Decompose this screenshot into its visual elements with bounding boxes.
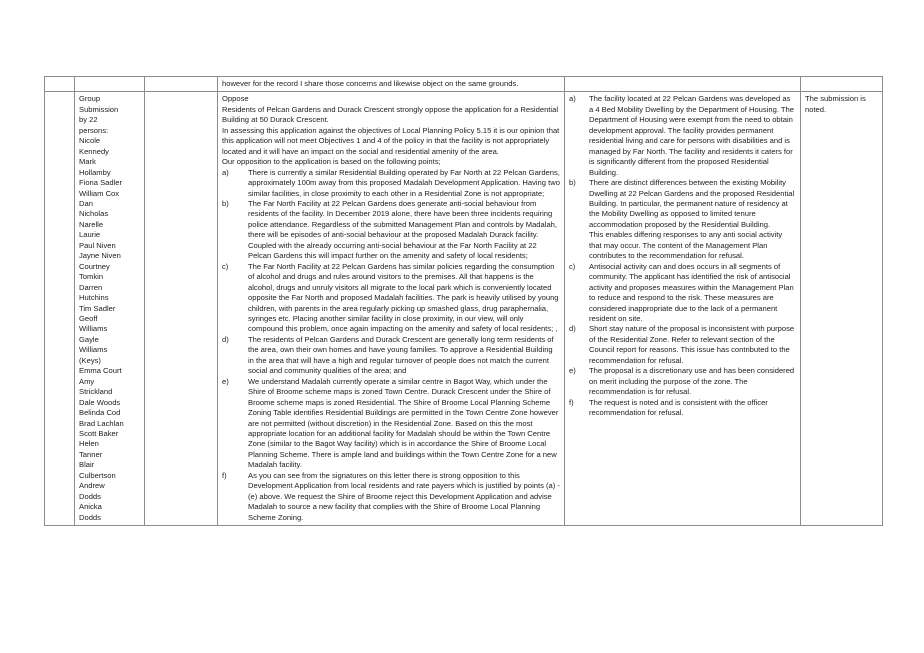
officer-response-point: [569, 398, 796, 419]
submitter-name: Culbertson: [79, 470, 116, 480]
submission-intro-paragraphs: [222, 105, 560, 168]
submitter-name: Dale Woods: [79, 397, 121, 407]
submitter-name: Nicholas: [79, 209, 109, 219]
cell-officer-response: [565, 92, 801, 526]
list-text: We understand Madalah currently operate a similar centre in Bagot Way, which under the Shire of Broome scheme maps is zoned Town Centre. Durack Crescent under the Shire of Broome scheme maps is zoned Residential. The Shire of Broome Local Planning Scheme Zoning Table identifies Residential Buildings are permitted in the Town Centre Zone however are not permitted (without discretion) in the Residential Zone. Based on this the most appropriate location for an additional facility for Madalah should be within the Town Centre Zone (similar to the Bagot Way facility) which is in accordance the Shire of Broome Local Planning Scheme. There is ample land and buildings within the Town Centre Zone for a new Madalah facility.: [248, 376, 559, 470]
submitter-name: Amy: [79, 376, 95, 386]
submitter-name: Kennedy: [79, 146, 109, 156]
cell-number: [45, 92, 75, 526]
officer-response-paragraph: The request is noted and is consistent with the officer recommendation for refusal.: [589, 397, 768, 418]
submitter-name: Group: [79, 94, 101, 104]
submitter-name: William Cox: [79, 188, 120, 198]
submitter-name: Anicka: [79, 502, 102, 512]
list-marker: c): [569, 261, 576, 271]
officer-response-paragraph: Short stay nature of the proposal is inconsistent with purpose of the Residential Zone. Refer to relevant section of the Council report for reasons. This issue has contributed to the recommendation for refusal.: [589, 324, 795, 365]
officer-response-point: [569, 366, 796, 397]
list-text: [589, 324, 796, 366]
submission-point: [222, 335, 560, 377]
list-marker: d): [569, 324, 576, 334]
submission-points-list: [222, 168, 560, 523]
submitter-name: Nicole: [79, 136, 101, 146]
list-marker: e): [569, 366, 576, 376]
cell-submission-continuation: [218, 77, 565, 92]
submitter-name: (Keys): [79, 355, 101, 365]
submitter-name: Helen: [79, 439, 99, 449]
submitter-name: Williams: [79, 324, 108, 334]
list-text: The Far North Facility at 22 Pelcan Gardens does generate anti-social behaviour from residents of the facility. In December 2019 alone, there have been three incidents requiring police attendance. Regardless of the submitted Management Plan and controls by Madalah, there will be episodes of anti-social behaviour at the proposed Madalah Durack facility. Coupled with the already occurring anti-social behaviour at the Far North Facility at 22 Pelcan Gardens this will impact further on the amenity and safety of local residents;: [248, 198, 558, 261]
list-text: As you can see from the signatures on this letter there is strong opposition to this Development Application from local residents and rate payers which is justified by points (a) - (e) above. We request the Shire of Broome reject this Development Application and advise Madalah to source a new facility that complies with the Shire of Broome Local Planning Scheme Zoning.: [248, 470, 560, 522]
officer-response-paragraph: Antisocial activity can and does occurs in all segments of community. The applicant has identified the risk of antisocial activity and proposes measures within the Management Plan to reduce and respond to the risk. These measures are considered inappropriate due to the lack of a permanent resident on site.: [589, 261, 794, 323]
cell-number: [45, 77, 75, 92]
officer-response-list: [569, 94, 796, 418]
submission-point: [222, 471, 560, 523]
officer-response-point: [569, 178, 796, 262]
submitter-name: Paul Niven: [79, 240, 116, 250]
cell-submitter: [75, 92, 145, 526]
list-marker: d): [222, 334, 229, 344]
submitter-name: Narelle: [79, 219, 104, 229]
list-marker: e): [222, 376, 229, 386]
list-text: The Far North Facility at 22 Pelcan Gardens has similar policies regarding the consumption of alcohol and drugs and rules around visitors to the premises. All that happens is the alcohol, drugs and unruly visitors all migrate to the local park which is conveniently located opposite the Far North and proposed Madalah facilities. The park is heavily utilised by young children, with parents in the area regularly picking up smashed glass, drug paraphernalia, syringes etc. Placing another similar facility in close proximity, in our view, will only compound this problem, once again impacting on the amenity and safety of local residents; ,: [248, 261, 559, 334]
cell-submitter: [75, 77, 145, 92]
submitter-name: Fiona Sadler: [79, 178, 123, 188]
submitter-name: Dodds: [79, 512, 101, 522]
submission-paragraph: In assessing this application against the objectives of Local Planning Policy 5.15 it is our opinion that this application will not meet Objectives 1 and 4 of the policy in that the facility is not appropriately located and it will have an impact on the social and residential amenity of the area.: [222, 125, 560, 156]
submitter-name: Hutchins: [79, 293, 109, 303]
cell-submission: [218, 92, 565, 526]
submitter-name: by 22: [79, 115, 98, 125]
officer-response-paragraph: There are distinct differences between the existing Mobility Dwelling at 22 Pelcan Gardens and the proposed Residential Building. In particular, the permanent nature of residency at the Mobility Dwelling as opposed to limited tenure accommodation proposed by the Residential Building.: [589, 178, 795, 229]
recommendation-text: The submission is noted.: [805, 94, 866, 114]
submission-paragraph: Our opposition to the application is based on the following points;: [222, 157, 441, 167]
submitter-name: Hollamby: [79, 167, 111, 177]
officer-response-point: [569, 324, 796, 366]
list-text: [589, 262, 796, 325]
list-text: [589, 94, 796, 178]
submitter-name: Darren: [79, 282, 103, 292]
submission-point: [222, 377, 560, 471]
submitter-name-list: [79, 94, 140, 523]
list-text: The residents of Pelcan Gardens and Durack Crescent are generally long term residents of the area, own their own homes and have young families. To approve a Residential Building in the area that will have a high and regular turnover of people does not match the current social and community qualities of the area; and: [248, 334, 554, 376]
submitter-name: Dodds: [79, 491, 101, 501]
submitter-name: persons:: [79, 125, 109, 135]
submitter-name: Gayle: [79, 334, 99, 344]
officer-response-paragraph: The facility located at 22 Pelcan Gardens was developed as a 4 Bed Mobility Dwelling by the Department of Housing. The Department of Housing were exempt from the need to obtain development approval. The facility provides permanent residential living and care for persons with disabilities and is managed by Far North. The facility and residents it caters for is significantly different from the proposed Residential Building.: [589, 94, 794, 177]
submitter-name: Emma Court: [79, 366, 122, 376]
list-text: [589, 398, 796, 419]
list-text: [589, 178, 796, 262]
cell-blank: [145, 92, 218, 526]
officer-response-paragraph: The proposal is a discretionary use and has been considered on merit including the purpose of the zone. The recommendation is for refusal.: [589, 366, 795, 397]
list-text: [589, 366, 796, 397]
submitter-name: Brad Lachlan: [79, 418, 124, 428]
list-marker: f): [222, 470, 227, 480]
list-marker: a): [569, 94, 576, 104]
submitter-name: Geoff: [79, 313, 98, 323]
submitter-name: Laurie: [79, 230, 101, 240]
submitter-name: Dan: [79, 198, 93, 208]
submitter-name: Mark: [79, 157, 96, 167]
submitter-name: Belinda Cod: [79, 408, 121, 418]
submitter-name: Blair: [79, 460, 95, 470]
table-row: [45, 92, 883, 526]
submission-schedule-table: [44, 76, 883, 526]
cell-blank: [145, 77, 218, 92]
list-marker: b): [222, 198, 229, 208]
submitter-name: Jayne Niven: [79, 251, 121, 261]
submitter-name: Andrew: [79, 481, 105, 491]
submitter-name: Submission: [79, 104, 119, 114]
officer-response-paragraph: This enables differing responses to any anti social activity that may occur. The content of the Management Plan contributes to the recommendation for refusal.: [589, 230, 783, 261]
submission-point: [222, 262, 560, 335]
submitter-name: Scott Baker: [79, 428, 119, 438]
list-marker: a): [222, 167, 229, 177]
cell-recommendation: [801, 92, 883, 526]
submitter-name: Strickland: [79, 387, 113, 397]
list-marker: f): [569, 397, 574, 407]
submitter-name: Courtney: [79, 261, 110, 271]
submission-point: [222, 199, 560, 262]
officer-response-point: [569, 94, 796, 178]
submitter-name: Tomkin: [79, 272, 104, 282]
list-text: There is currently a similar Residential Building operated by Far North at 22 Pelcan Gardens, approximately 100m away from this proposed Madalah Development Application. Having two similar facilities, in close proximity to each other in a Residential Zone is not appropriate;: [248, 167, 560, 198]
submission-continuation-text: however for the record I share those concerns and likewise object on the same grounds.: [222, 79, 519, 88]
submission-heading: Oppose: [222, 94, 249, 104]
submitter-name: Williams: [79, 345, 108, 355]
list-marker: b): [569, 178, 576, 188]
submitter-name: Tanner: [79, 449, 103, 459]
cell-recommendation: [801, 77, 883, 92]
table-row: [45, 77, 883, 92]
submission-paragraph: Residents of Pelcan Gardens and Durack Crescent strongly oppose the application for a Residential Building at 50 Durack Crescent.: [222, 104, 559, 125]
officer-response-point: [569, 262, 796, 325]
cell-officer-response: [565, 77, 801, 92]
submitter-name: Tim Sadler: [79, 303, 116, 313]
submission-point: [222, 168, 560, 199]
list-marker: c): [222, 261, 229, 271]
